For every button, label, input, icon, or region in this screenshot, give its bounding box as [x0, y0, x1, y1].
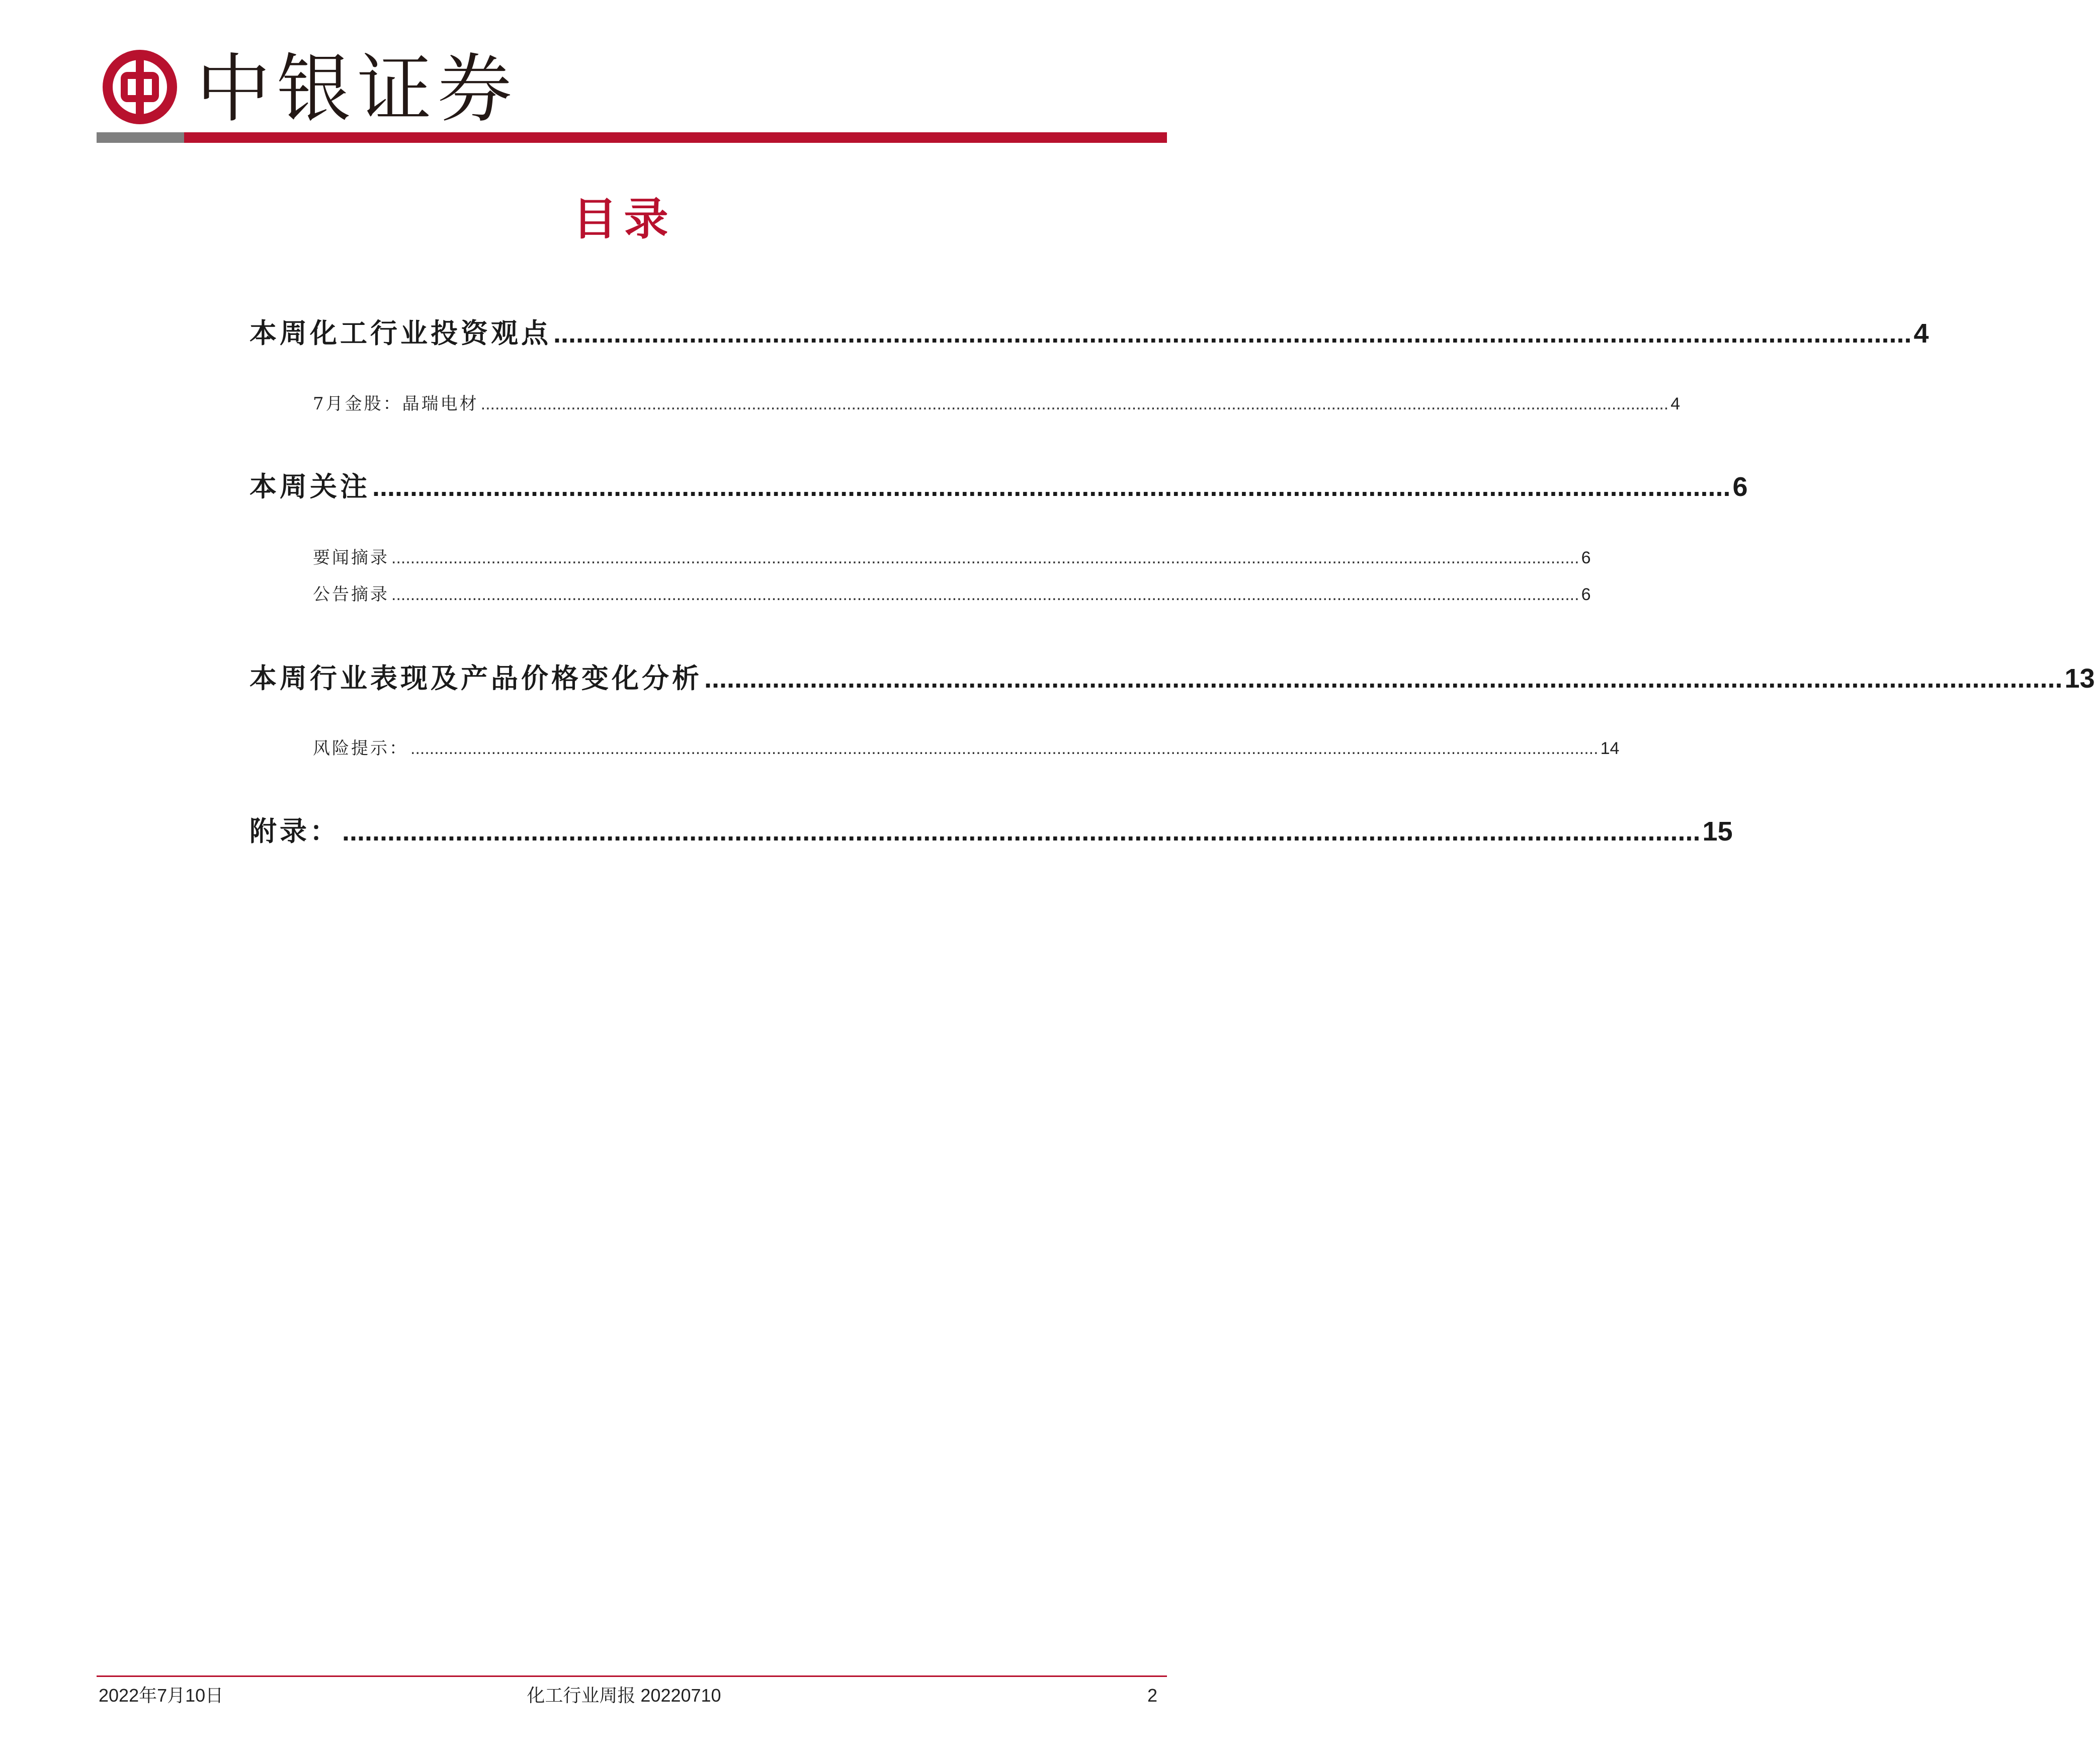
toc-section-page: 4 [1913, 318, 1929, 349]
toc-leader-dots: .................................................................................................................................................................................... [342, 816, 1701, 847]
brand-name: 中银证券 [196, 46, 518, 132]
toc-section-page: 13 [2064, 663, 2095, 694]
toc-leader-dots: .................................................................................................................................................................................... [553, 318, 1912, 349]
toc-section-label: 本周化工行业投资观点 [249, 317, 551, 349]
toc-section-1[interactable] [249, 312, 1929, 357]
header-rule-gray [97, 132, 184, 143]
toc-item-label: 公告摘录 [313, 584, 389, 605]
toc-item-page: 4 [1670, 394, 1681, 413]
toc-section-4[interactable] [249, 810, 1733, 855]
footer-page-number: 2 [1147, 1685, 1157, 1706]
toc-section-label: 本周关注 [249, 470, 370, 502]
toc-item-page: 6 [1581, 585, 1591, 604]
toc-item-2-1[interactable] [313, 544, 1591, 574]
toc-leader-dots: .......................................................................................................................................................................................................................................................... [480, 394, 1669, 413]
toc-section-label: 附录： [249, 815, 340, 847]
toc-section-label: 本周行业表现及产品价格变化分析 [249, 662, 702, 694]
footer-date: 2022年7月10日 [99, 1685, 224, 1706]
toc-item-label: 风险提示： [313, 738, 408, 759]
toc-title: 目录 [572, 193, 676, 245]
toc-item-2-2[interactable] [313, 580, 1591, 611]
header-rule-red [184, 132, 1167, 143]
toc-leader-dots: .......................................................................................................................................................................................................................................................... [391, 548, 1579, 567]
toc-section-3[interactable] [249, 657, 2095, 702]
toc-item-3-1[interactable] [313, 734, 1620, 765]
toc-item-page: 6 [1581, 548, 1591, 567]
toc-section-page: 15 [1702, 816, 1733, 847]
bank-of-china-logo-icon [102, 49, 178, 125]
toc-leader-dots: .................................................................................................................................................................................... [704, 663, 2063, 694]
toc-section-page: 6 [1732, 472, 1748, 502]
toc-leader-dots: .......................................................................................................................................................................................................................................................... [391, 585, 1579, 604]
footer-rule [97, 1675, 1167, 1677]
toc-item-page: 14 [1600, 739, 1620, 758]
toc-section-2[interactable] [249, 465, 1748, 511]
footer-report-name: 化工行业周报 20220710 [527, 1685, 721, 1706]
toc-leader-dots: .......................................................................................................................................................................................................................................................... [410, 739, 1599, 758]
toc-leader-dots: .................................................................................................................................................................................... [372, 472, 1731, 502]
toc-item-1-1[interactable] [313, 390, 1681, 420]
toc-item-label: 要闻摘录 [313, 548, 389, 568]
toc-item-label: 7月金股：晶瑞电材 [313, 394, 479, 414]
